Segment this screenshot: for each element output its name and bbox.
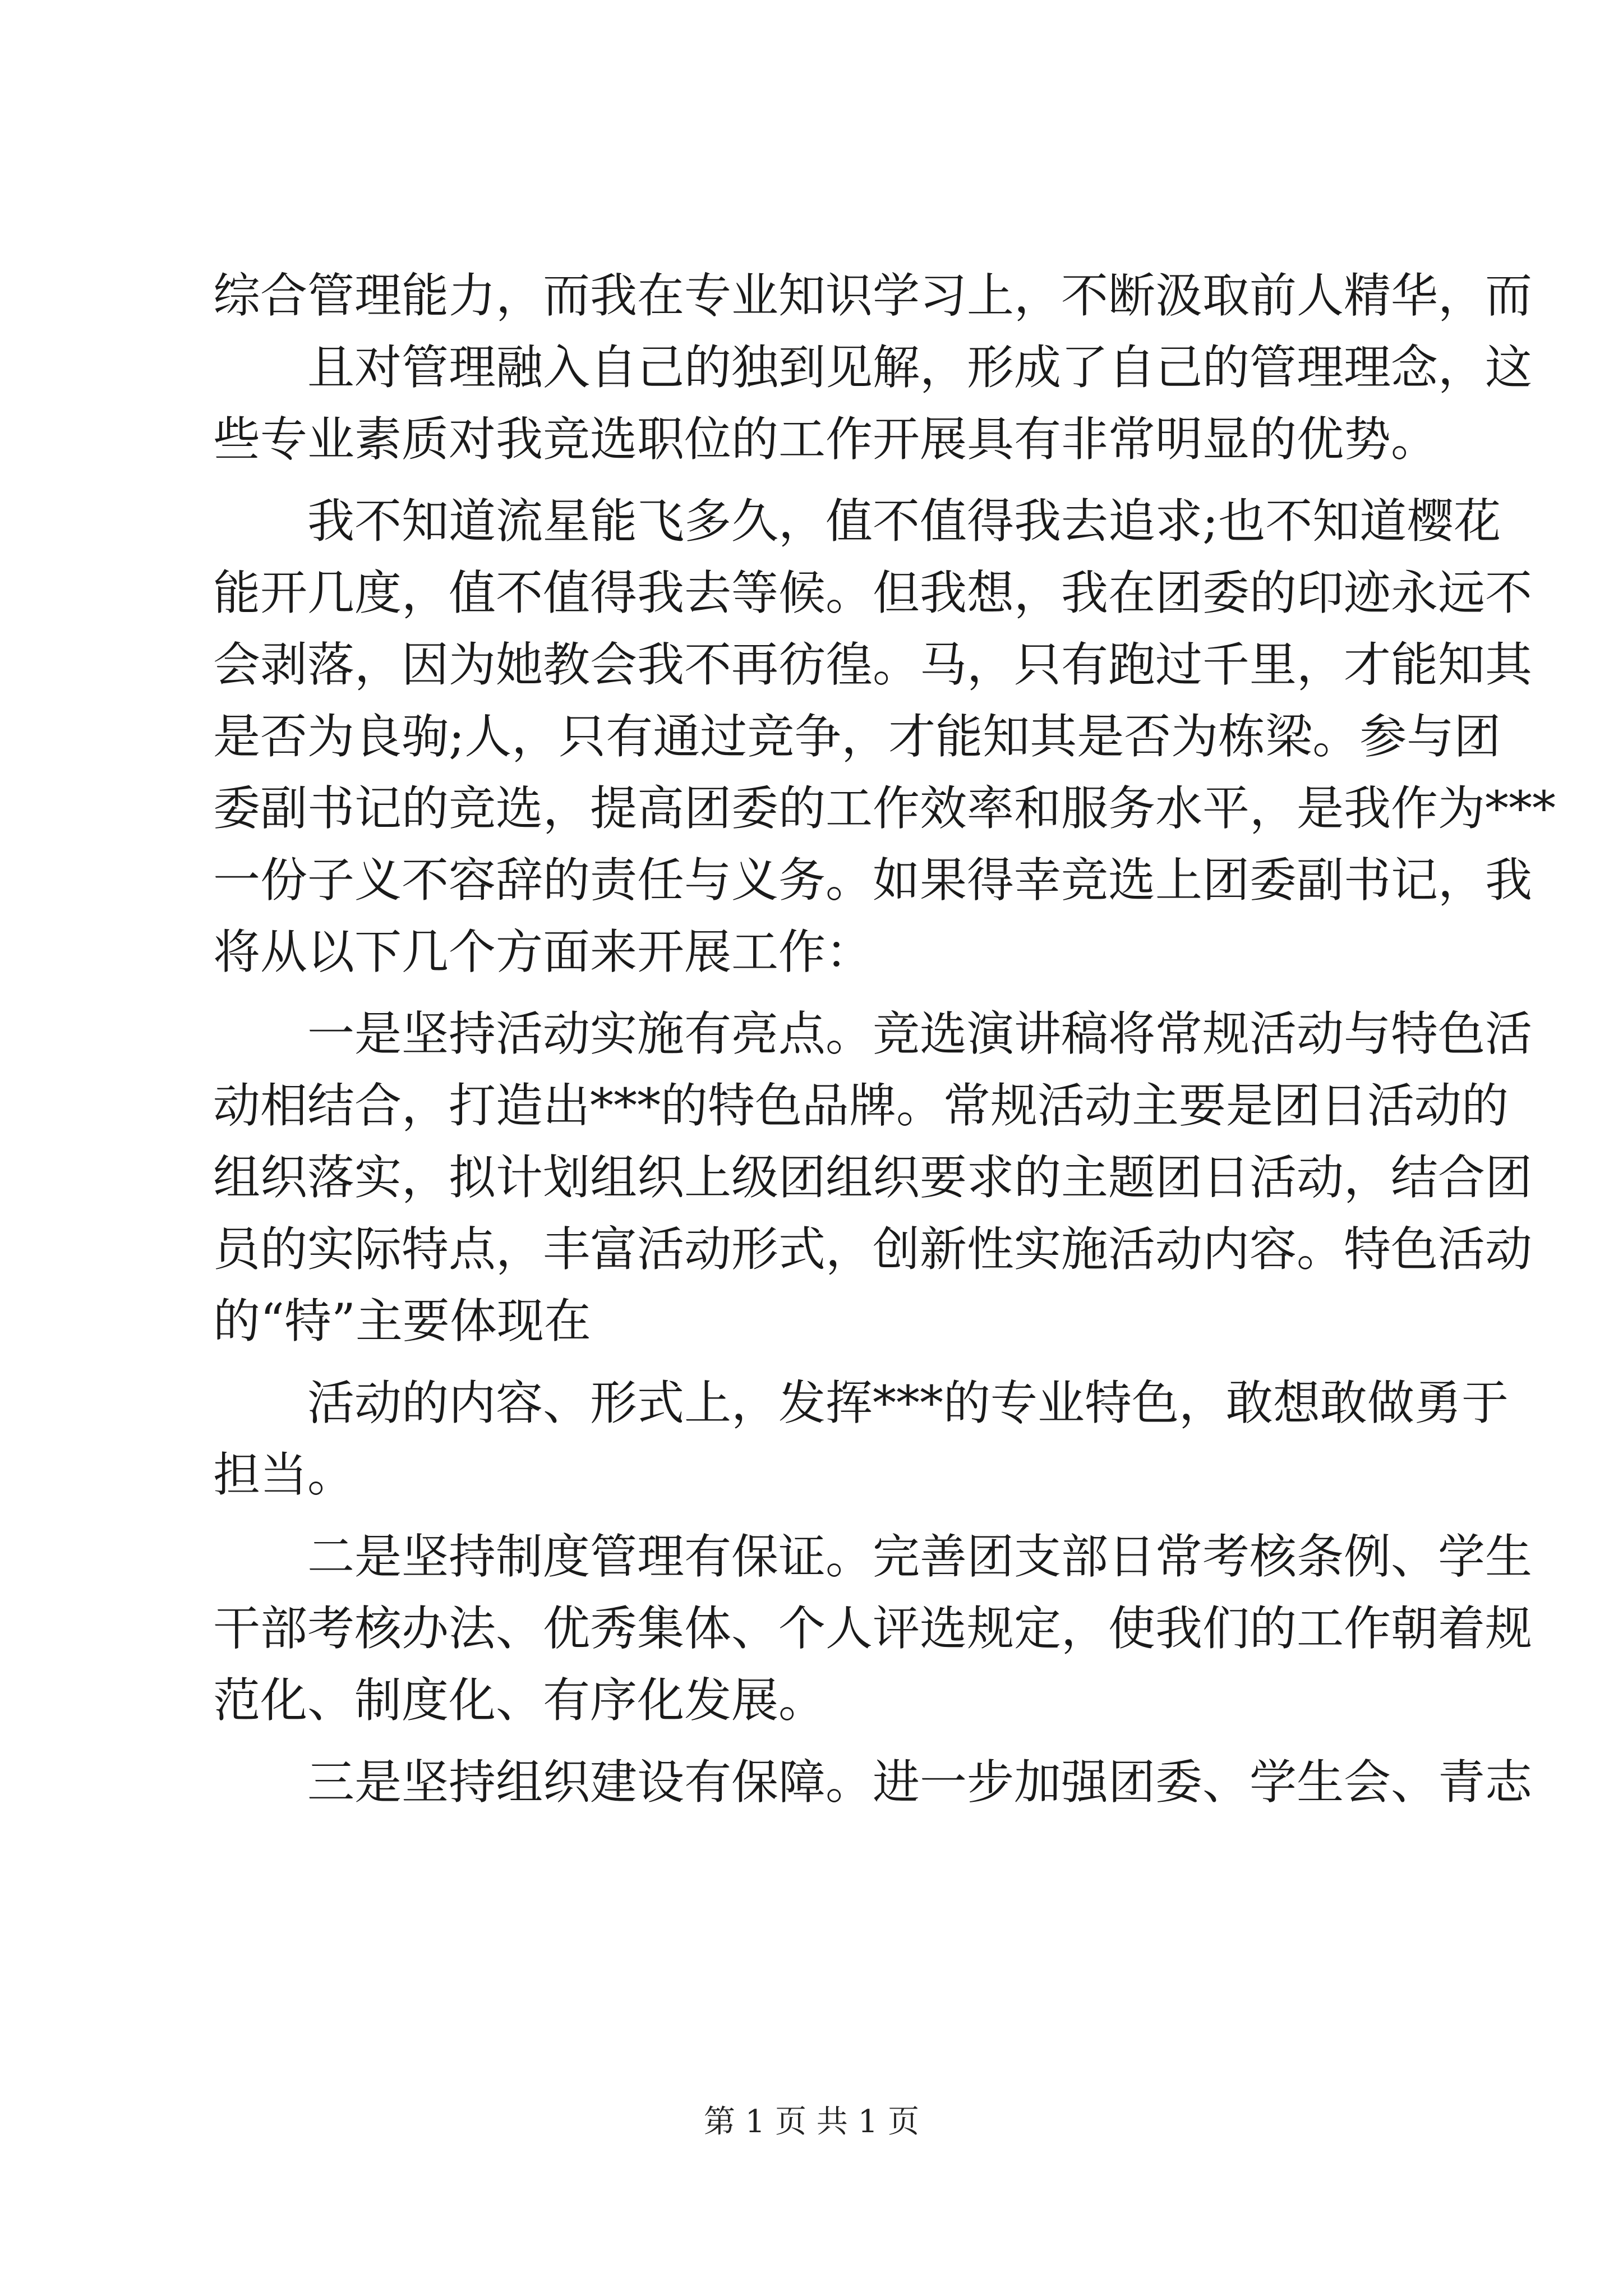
page-number-footer: 第 1 页 共 1 页 — [703, 2104, 920, 2140]
text-line-5: 能开几度，值不值得我去等候。但我想，我在团委的印迹永远不 — [213, 565, 1533, 620]
text-line-11: 一是坚持活动实施有亮点。竞选演讲稿将常规活动与特色活 — [307, 1006, 1533, 1061]
text-line-8: 委副书记的竞选，提高团委的工作效率和服务水平，是我作为*** — [213, 781, 1556, 836]
text-line-10: 将从以下几个方面来开展工作： — [213, 924, 873, 979]
text-line-6: 会剥落，因为她教会我不再彷徨。马，只有跑过千里，才能知其 — [213, 637, 1533, 692]
text-line-3: 些专业素质对我竞选职位的工作开展具有非常明显的优势。 — [213, 412, 1438, 467]
text-line-17: 担当。 — [213, 1447, 355, 1502]
text-line-18: 二是坚持制度管理有保证。完善团支部日常考核条例、学生 — [307, 1529, 1533, 1584]
text-line-12: 动相结合，打造出***的特色品牌。常规活动主要是团日活动的 — [213, 1078, 1509, 1133]
text-line-20: 范化、制度化、有序化发展。 — [213, 1673, 826, 1728]
text-line-19: 干部考核办法、优秀集体、个人评选规定，使我们的工作朝着规 — [213, 1601, 1533, 1656]
text-line-7: 是否为良驹;人，只有通过竞争，才能知其是否为栋梁。参与团 — [213, 709, 1501, 764]
text-line-15: 的“特”主要体现在 — [213, 1294, 591, 1349]
text-line-13: 组织落实，拟计划组织上级团组织要求的主题团日活动，结合团 — [213, 1150, 1533, 1205]
text-line-14: 员的实际特点，丰富活动形式，创新性实施活动内容。特色活动 — [213, 1222, 1533, 1277]
text-line-4: 我不知道流星能飞多久，值不值得我去追求;也不知道樱花 — [307, 494, 1501, 549]
text-line-1: 综合管理能力，而我在专业知识学习上，不断汲取前人精华，而 — [213, 268, 1533, 323]
text-line-21: 三是坚持组织建设有保障。进一步加强团委、学生会、青志 — [307, 1755, 1533, 1810]
text-line-2: 且对管理融入自己的独到见解，形成了自己的管理理念，这 — [307, 340, 1533, 395]
text-line-16: 活动的内容、形式上，发挥***的专业特色，敢想敢做勇于 — [307, 1375, 1509, 1430]
text-line-9: 一份子义不容辞的责任与义务。如果得幸竞选上团委副书记，我 — [213, 853, 1533, 908]
